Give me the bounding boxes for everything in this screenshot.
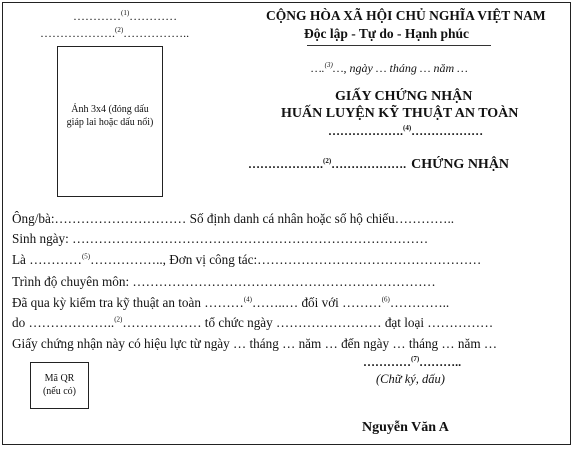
validity-line: Giấy chứng nhận này có hiệu lực từ ngày … tháng … năm … đến ngày … tháng … năm … bbox=[12, 336, 498, 351]
agency-line-1: …………$^{(1)}$………… bbox=[73, 9, 178, 23]
organizer-line: do ………………..$^{(2)}$……………… tổ chức ngày …………………… đạt loại …………… bbox=[12, 315, 494, 330]
photo-placeholder bbox=[57, 46, 163, 197]
qr-note: (nếu có) bbox=[42, 386, 77, 397]
signature-note: (Chữ ký, dấu) bbox=[376, 372, 445, 386]
signer-name: Nguyễn Văn A bbox=[362, 420, 449, 435]
certify-label: CHỨNG NHẬN bbox=[411, 157, 510, 172]
position-line: Là …………$^{(5)}$…………….., Đơn vị công tác:…………………………………………… bbox=[12, 252, 482, 267]
inspection-line: Đã qua kỳ kiểm tra kỹ thuật an toàn ………$^{(4)}$……..… đối với ………$^{(6)}$………….. bbox=[12, 295, 450, 310]
qr-label: Mã QR bbox=[44, 373, 75, 384]
country-name: CỘNG HÒA XÃ HỘI CHỦ NGHĨA VIỆT NAM bbox=[266, 8, 546, 23]
birth-date-line: Sinh ngày: ……………………………………………………………………… bbox=[12, 231, 429, 246]
national-motto: Độc lập - Tự do - Hạnh phúc bbox=[304, 26, 470, 41]
agency-line-2: ……………….$^{(2)}$…………….. bbox=[40, 26, 190, 40]
signer-title-line: …………$^{(7)}$……….. bbox=[363, 355, 462, 369]
motto-underline bbox=[307, 45, 491, 46]
certificate-title: GIẤY CHỨNG NHẬN bbox=[335, 89, 473, 104]
issue-date-line: ….$^{(3)}$…, ngày … tháng … năm … bbox=[311, 61, 468, 75]
photo-placeholder-text: Ảnh 3x4 (đóng dấu giáp lai hoặc dấu nổi) bbox=[66, 104, 154, 128]
certificate-subtitle: HUẤN LUYỆN KỸ THUẬT AN TOÀN bbox=[281, 106, 519, 121]
qr-code-placeholder bbox=[30, 362, 89, 409]
qualification-line: Trình độ chuyên môn: …………………………………………………………… bbox=[12, 274, 436, 289]
certificate-number-line: ……………….$^{(4)}$……………… bbox=[328, 124, 484, 138]
certifier-line: ……………….$^{(2)}$………………. CHỨNG NHẬN bbox=[248, 157, 510, 172]
holder-name-line: Ông/bà:………………………… Số định danh cá nhân hoặc số hộ chiếu………….. bbox=[12, 211, 455, 226]
